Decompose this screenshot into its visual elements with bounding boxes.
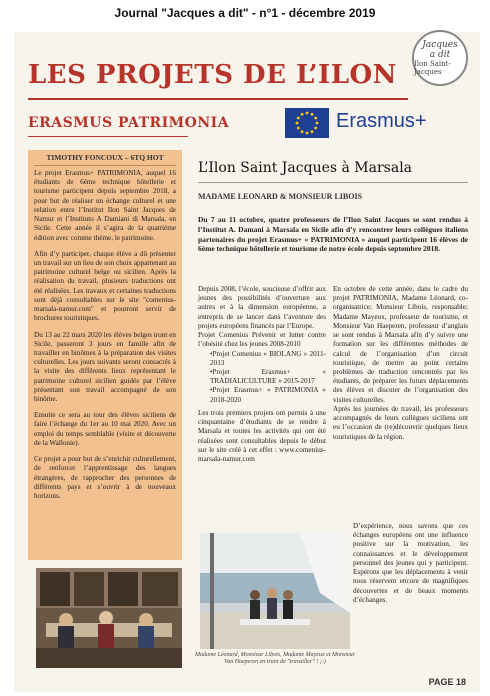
stamp-line-1: Jacques bbox=[422, 40, 458, 50]
page-title: LES PROJETS DE L’ILON bbox=[28, 60, 397, 90]
left-divider bbox=[34, 165, 176, 166]
left-paragraph-2: Afin d’y participer, chaque élève a dû présenter un travail sur un lieu de son choix appartenant au patrimoine culturel belge ou sicilien. Après la réalisation du travail, plusieurs traductions ont été réalisées. Les travaux et certaines traductions sont déjà consultables sur le site "comenius-marsala-namur.com" et pourront servir de brochures touristiques. bbox=[34, 249, 176, 323]
story-col1-paragraph-1: Depuis 2008, l’école, soucieuse d’offrir aux jeunes des possibilités d’ouverture aux autres et à la dimension européenne, a entrepris de se lancer dans l’aventure des projets européens financés par l’Europe. bbox=[198, 285, 326, 330]
library-photo bbox=[36, 568, 182, 668]
left-paragraph-1: Le projet Erasmus+ PATRIMONIA, auquel 16 étudiants de 6ème technique hôtellerie et tourisme participent depuis septembre 2018, a pour but de réaliser un échange culturel et une relation entre l’Institut Ilon Saint Jacques de Namur et l’Instituto A Damiani di Marsala, en Sicile. Cette année il s’agira de la quatrième édition avec comme thème, le patrimoine. bbox=[34, 169, 176, 242]
story-title: L’Ilon Saint Jacques à Marsala bbox=[198, 160, 413, 176]
project-list-item: • Projet Comenius « BIOLANG » 2011-2013 bbox=[210, 350, 326, 368]
story-col1-paragraph-3: Les trois premiers projets ont permis à une cinquantaine d’étudiants de se rendre à Marsala et toutes les activités qui ont été réalisées sont consultables depuis le début sur le site créé à cet effet : www.comenius-marsala-namur.com bbox=[198, 408, 326, 463]
left-paragraph-3: Du 13 au 22 mars 2020 les élèves belges iront en Sicile, passeront 3 jours en famille afin de travailler en binômes à la préparation des visites culturelles. Les jours suivants seront consacrés à la visite des différents lieux représentant le patrimoine culturel sicilien guidés par l’élève présentant son travail accompagné de son binôme. bbox=[34, 330, 176, 404]
story-col1-paragraph-2: Projet Comenius Prévenir et lutter contre l’obésité chez les jeunes 2008-2010 bbox=[198, 331, 326, 349]
section-rule bbox=[28, 136, 188, 137]
stamp-line-2: a dit bbox=[429, 50, 451, 60]
page-number: PAGE 18 bbox=[428, 677, 466, 687]
story-rule bbox=[198, 182, 468, 183]
story-col2-paragraph-2: Après les journées de travail, les professeurs accompagnés de leurs collègues siciliens ont eu l’occasion de (re)découvrir quelques lieux touristiques de la région. bbox=[333, 404, 468, 441]
project-list-item: • Projet Erasmus+ « PATRIMONIA » 2018-2020 bbox=[210, 386, 326, 404]
story-lead: Du 7 au 11 octobre, quatre professeurs de l’Ilon Saint Jacques se sont rendus à l’Institut A. Damani à Marsala en Sicile afin d’y rencontrer leurs collègues italiens partenaires du projet Erasmus+ « PATRIMONIA » auquel participent 16 élèves de 6ème technique hôtellerie et tourisme de notre école depuis septembre 2018. bbox=[198, 215, 468, 254]
journal-header: Journal "Jacques a dit" - n°1 - décembre 2019 bbox=[114, 6, 376, 20]
story-column-1 bbox=[198, 285, 326, 464]
left-sidebar-article bbox=[28, 150, 182, 560]
story-authors: MADAME LEONARD & MONSIEUR LIBOIS bbox=[198, 192, 363, 201]
section-title: ERASMUS PATRIMONIA bbox=[28, 115, 230, 131]
story-col3-paragraph: D’expérience, nous savons que ces échanges européens ont une influence positive sur la motivation, les connaissances et le développement personnel des jeunes qui y participent. Espérons que les déplacements à venir nous réservent encore de magnifiques découvertes et de beaux moments d’échanges. bbox=[353, 522, 468, 604]
stamp-line-3: Ilon Saint-Jacques bbox=[414, 60, 451, 76]
terrace-photo bbox=[200, 533, 350, 649]
story-col2-paragraph-1: En octobre de cette année, dans le cadre du projet PATRIMONIA, Madame Léonard, co-organisatrice; Monsieur Libois, responsable; Madame Mayeux, professeur de tourisme, et Monsieur Van Haeperen, professeur d’anglais se sont rendus à Marsala afin d’y suivre une formation sur les différentes méthodes de calcul de l’organisation d’un circuit touristique, de mettre au point certains problèmes de traduction rencontrés par les étudiants, de préparer les futurs déplacements des élèves et discuter de l’organisation des visites culturelles. bbox=[333, 285, 468, 404]
title-rule bbox=[28, 98, 408, 100]
left-paragraph-5: Ce projet a pour but de s’enrichir culturellement, de renforcer l’apprentissage des langues étrangères, de rapprocher des personnes de différents pays et s’ouvrir à de nouveaux horizons. bbox=[34, 455, 176, 500]
journal-stamp-logo bbox=[412, 30, 468, 86]
left-paragraph-4: Ensuite ce sera au tour des élèves siciliens de faire l’échange du 1er au 10 mai 2020. Avec un emploi du temps semblable (visite et découverte de la Wallonie). bbox=[34, 411, 176, 447]
project-list bbox=[198, 350, 326, 405]
erasmus-logo-text: Erasmus+ bbox=[336, 110, 427, 132]
eu-flag-icon bbox=[285, 108, 329, 138]
story-column-3 bbox=[353, 522, 468, 605]
left-author: TIMOTHY FONCOUX – 6TQ HOT bbox=[46, 153, 164, 162]
story-column-2 bbox=[333, 285, 468, 442]
photo-caption: Madame Léonard, Monsieur Libois, Madame Mayeux et Monsieur Van Haeperen en train de "travailler" ! ;-) bbox=[195, 652, 355, 666]
project-list-item: • Projet Erasmus+ « TRADIALICULTURE » 2015-2017 bbox=[210, 368, 326, 386]
